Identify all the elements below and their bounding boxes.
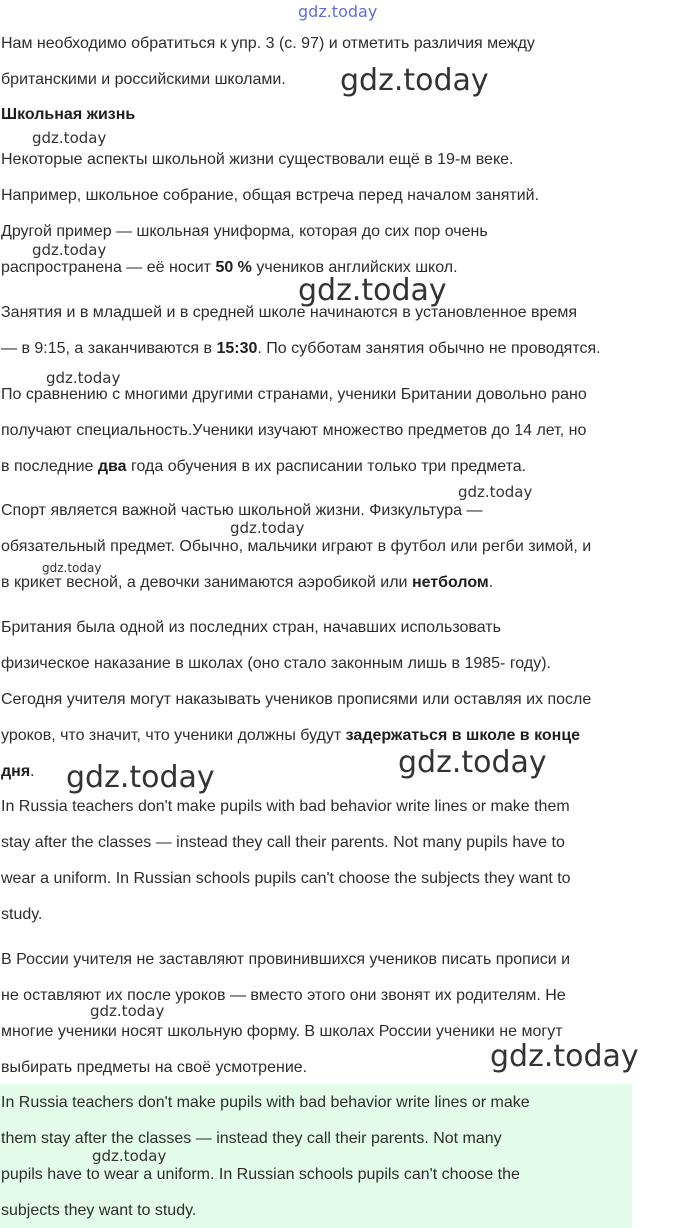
english-1-line-4: study. (1, 906, 43, 923)
answer-line-4: subjects they want to study. (1, 1202, 197, 1219)
english-1-line-3: wear a uniform. In Russian schools pupils can't choose the subjects they want to (1, 870, 571, 887)
watermark: gdz.today (458, 483, 533, 501)
english-1-line-1: In Russia teachers don't make pupils with bad behavior write lines or make them (1, 798, 570, 815)
paragraph-3-line-1: Другой пример — школьная униформа, которая до сих пор очень (1, 223, 488, 240)
russian-2-line-4: выбирать предметы на своё усмотрение. (1, 1059, 308, 1076)
paragraph-4-line-1: Занятия и в младшей и в средней школе начинаются в установленное время (1, 304, 578, 321)
watermark: gdz.today (298, 273, 447, 308)
russian-2-line-1: В России учителя не заставляют провинившихся учеников писать прописи и (1, 951, 571, 968)
paragraph-7-line-3: Сегодня учителя могут наказывать учеников прописями или оставляя их после (1, 691, 592, 708)
paragraph-2: Например, школьное собрание, общая встреча перед началом занятий. (1, 187, 540, 204)
watermark: gdz.today (340, 63, 489, 98)
watermark: gdz.today (46, 369, 121, 387)
paragraph-5-line-2: получают специальность.Ученики изучают множество предметов до 14 лет, но (1, 422, 587, 439)
watermark: gdz.today (490, 1039, 639, 1074)
english-1-line-2: stay after the classes — instead they call their parents. Not many pupils have to (1, 834, 565, 851)
watermark: gdz.today (32, 129, 107, 147)
russian-2-line-3: многие ученики носят школьную форму. В школах России ученики не могут (1, 1023, 563, 1040)
watermark: gdz.today (66, 760, 215, 795)
watermark-top: gdz.today (298, 2, 378, 21)
paragraph-7-line-2: физическое наказание в школах (оно стало законным лишь в 1985- году). (1, 655, 551, 672)
watermark: gdz.today (90, 1002, 165, 1020)
paragraph-7-line-1: Британия была одной из последних стран, начавших использовать (1, 619, 501, 636)
paragraph-6-line-3: в крикет весной, а девочки занимаются аэробикой или нетболом. (1, 574, 494, 591)
watermark: gdz.today (42, 561, 102, 575)
intro-line-1: Нам необходимо обратиться к упр. 3 (с. 97) и отметить различия между (1, 35, 535, 52)
intro-line-2: британскими и российскими школами. (1, 71, 286, 88)
paragraph-7-line-4: уроков, что значит, что ученики должны будут задержаться в школе в конце (1, 727, 581, 744)
watermark: gdz.today (398, 745, 547, 780)
watermark: gdz.today (32, 241, 107, 259)
answer-line-3: pupils have to wear a uniform. In Russian schools pupils can't choose the (1, 1166, 520, 1183)
paragraph-1: Некоторые аспекты школьной жизни существовали ещё в 19-м веке. (1, 151, 514, 168)
section-heading: Школьная жизнь (1, 106, 136, 123)
russian-2-line-2: не оставляют их после уроков — вместо этого они звонят их родителям. Не (1, 987, 566, 1004)
paragraph-4-line-2: — в 9:15, а заканчиваются в 15:30. По субботам занятия обычно не проводятся. (1, 340, 601, 357)
paragraph-7-line-5: дня. (1, 763, 35, 780)
paragraph-6-line-1: Спорт является важной частью школьной жизни. Физкультура — (1, 502, 483, 519)
paragraph-6-line-2: обязательный предмет. Обычно, мальчики играют в футбол или регби зимой, и (1, 538, 592, 555)
answer-line-2: them stay after the classes — instead they call their parents. Not many (1, 1130, 502, 1147)
watermark: gdz.today (230, 519, 305, 537)
paragraph-3-line-2: распространена — её носит 50 % учеников английских школ. (1, 259, 458, 276)
watermark: gdz.today (92, 1147, 167, 1165)
answer-line-1: In Russia teachers don't make pupils with bad behavior write lines or make (1, 1094, 530, 1111)
paragraph-5-line-3: в последние два года обучения в их расписании только три предмета. (1, 458, 527, 475)
paragraph-5-line-1: По сравнению с многими другими странами, ученики Британии довольно рано (1, 386, 587, 403)
